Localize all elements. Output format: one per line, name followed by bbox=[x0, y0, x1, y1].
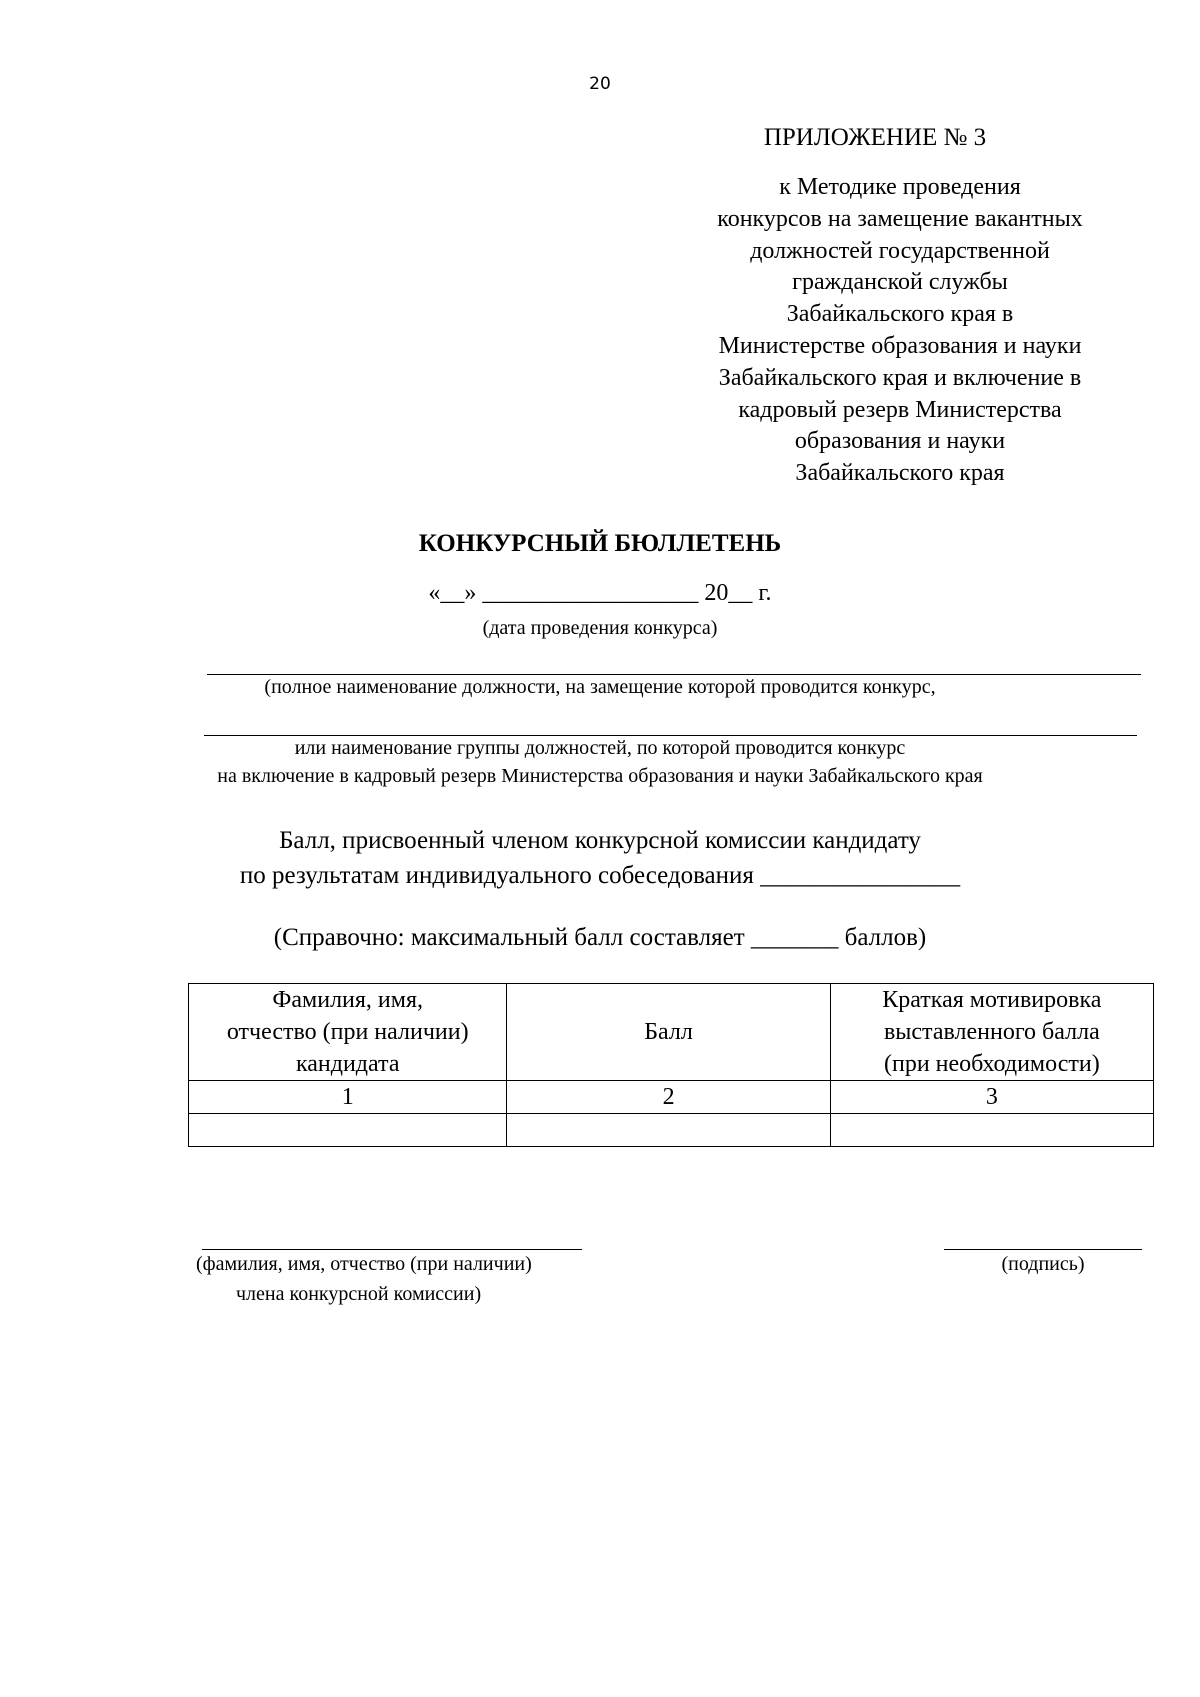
header-motivation: Краткая мотивировка выставленного балла (при необходимости) bbox=[830, 984, 1153, 1081]
appendix-line: Министерстве образования и науки bbox=[718, 332, 1082, 359]
appendix-title: ПРИЛОЖЕНИЕ № 3 bbox=[763, 124, 987, 151]
appendix-line: конкурсов на замещение вакантных bbox=[717, 205, 1083, 232]
position-name-line bbox=[207, 674, 1141, 675]
page-number: 20 bbox=[589, 74, 611, 94]
appendix-reference bbox=[660, 172, 1140, 490]
table-cell[interactable] bbox=[507, 1114, 830, 1147]
table-cell[interactable] bbox=[189, 1114, 507, 1147]
appendix-line: Забайкальского края в bbox=[786, 301, 1014, 328]
table-header-row bbox=[189, 984, 1154, 1081]
position-group-caption: или наименование группы должностей, по которой проводится конкурс bbox=[294, 737, 906, 759]
signature-caption: (подпись) bbox=[1001, 1253, 1085, 1275]
appendix-line: кадровый резерв Министерства bbox=[738, 396, 1062, 423]
reserve-caption: на включение в кадровый резерв Министерства образования и науки Забайкальского края bbox=[217, 765, 983, 787]
table-cell: 3 bbox=[830, 1081, 1153, 1114]
position-caption: (полное наименование должности, на замещение которой проводится конкурс, bbox=[264, 676, 936, 698]
appendix-line: образования и науки bbox=[794, 428, 1006, 455]
member-name-line bbox=[202, 1249, 582, 1250]
header-score: Балл bbox=[507, 984, 830, 1081]
header-candidate-name: Фамилия, имя, отчество (при наличии) кандидата bbox=[189, 984, 507, 1081]
document-title: КОНКУРСНЫЙ БЮЛЛЕТЕНЬ bbox=[418, 530, 782, 557]
ballot-table bbox=[188, 983, 1154, 1147]
appendix-line: должностей государственной bbox=[750, 237, 1050, 264]
member-name-caption: (фамилия, имя, отчество (при наличии) bbox=[196, 1253, 532, 1275]
appendix-line: к Методике проведения bbox=[779, 174, 1021, 200]
appendix-line: Забайкальского края bbox=[795, 460, 1005, 487]
position-group-line bbox=[204, 735, 1137, 736]
table-cell[interactable] bbox=[830, 1114, 1153, 1147]
appendix-line: гражданской службы bbox=[792, 269, 1008, 296]
table-cell: 2 bbox=[507, 1081, 830, 1114]
member-caption: члена конкурсной комиссии) bbox=[236, 1283, 482, 1305]
score-field: по результатам индивидуального собеседования ________________ bbox=[239, 862, 961, 889]
score-description: Балл, присвоенный членом конкурсной комиссии кандидату bbox=[279, 827, 921, 854]
date-caption: (дата проведения конкурса) bbox=[482, 617, 718, 639]
appendix-line: Забайкальского края и включение в bbox=[718, 364, 1082, 391]
table-number-row bbox=[189, 1081, 1154, 1114]
max-score-reference: (Справочно: максимальный балл составляет _______ баллов) bbox=[273, 924, 927, 951]
table-cell: 1 bbox=[189, 1081, 507, 1114]
table-row bbox=[189, 1114, 1154, 1147]
signature-line bbox=[944, 1249, 1142, 1250]
date-field: «__» __________________ 20__ г. bbox=[428, 580, 772, 606]
